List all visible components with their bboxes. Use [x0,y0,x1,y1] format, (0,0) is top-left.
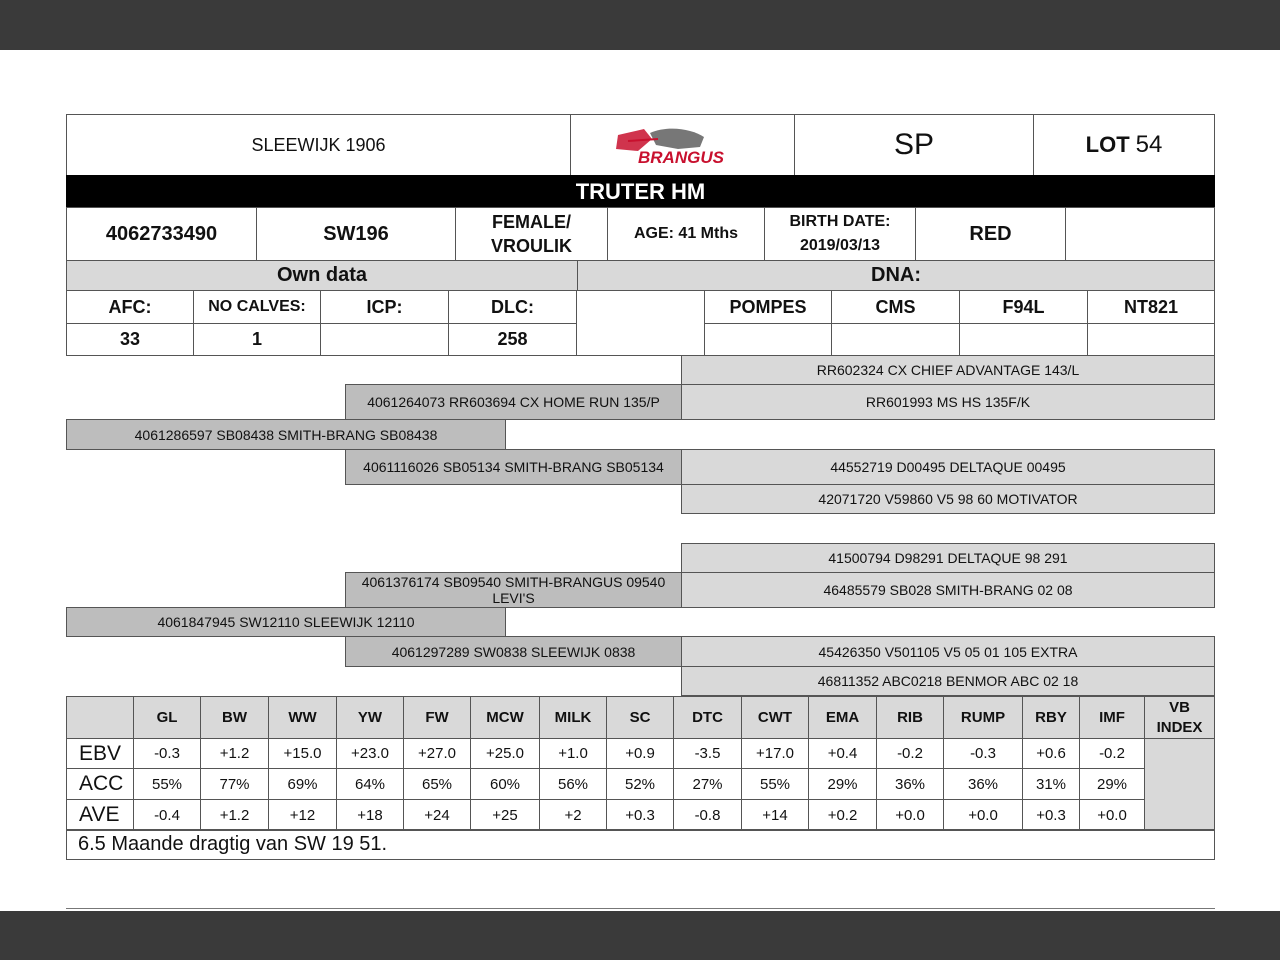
empty-cell [1065,207,1215,261]
ebv-row-label [66,768,134,800]
animal-tag: SW196 [323,222,389,245]
ebv-value-text: +27.0 [418,745,456,762]
owner-band [66,175,1215,208]
lot-cell [1033,114,1215,176]
bottom-dark-band [0,911,1280,960]
ebv-header-text: WW [288,709,317,726]
ebv-row-label [66,799,134,831]
ebv-value-text: -0.3 [970,745,996,762]
ebv-value-text: 36% [967,775,999,793]
ebv-value [133,799,201,831]
no-calves-header: NO CALVES: [208,298,306,315]
ebv-value [539,799,607,831]
pedigree-name: 4061297289 SW0838 SLEEWIJK 0838 [391,643,636,660]
ebv-value-text: 36% [894,775,926,793]
vb-index-header-text: VB INDEX [1156,698,1203,736]
owner-name: TRUTER HM [575,178,706,204]
pedigree-name: RR601993 MS HS 135F/K [865,394,1031,410]
ebv-header [1079,696,1145,739]
ebv-value-text: -0.8 [694,806,721,824]
ebv-value [1079,799,1145,831]
pedigree-name: RR602324 CX CHIEF ADVANTAGE 143/L [816,362,1080,378]
birth-date: 2019/03/13 [799,237,881,254]
brand-logo-cell [570,114,795,176]
ebv-header [876,696,944,739]
farm-name: SLEEWIJK 1906 [251,134,386,155]
ebv-header-text: EMA [825,709,860,726]
ebv-value [133,768,201,800]
note-cell [66,829,1215,860]
tag-cell [256,207,456,261]
pedigree-name: 45426350 V501105 V5 05 01 105 EXTRA [818,643,1078,660]
ebv-value-text: -0.3 [154,745,180,762]
ebv-header-text: CWT [757,709,793,726]
ebv-header [673,696,742,739]
ebv-row-label-text: EBV [79,741,122,765]
ebv-value-text: +0.0 [1097,806,1127,824]
dna-header [704,290,832,324]
ebv-value [470,738,540,769]
grade-value: SP [893,128,935,161]
dna-value [1087,323,1215,356]
vb-index-header [1144,696,1215,739]
no-calves-value: 1 [251,329,262,349]
ebv-value [200,738,269,769]
brangus-logo [608,121,758,169]
ebv-row-label [66,738,134,769]
ebv-value [673,799,742,831]
ebv-value [741,738,809,769]
ebv-header-text: GL [156,709,178,726]
ebv-value [808,738,877,769]
ebv-value-text: 65% [421,775,453,793]
cms-header: CMS [875,296,916,317]
ebv-value-text: 64% [354,775,386,793]
ebv-value [268,799,337,831]
pedigree-dam-dam-dam [681,666,1215,696]
own-data-value [193,323,321,356]
pedigree-name: 46485579 SB028 SMITH-BRANG 02 08 [823,582,1073,598]
ebv-value [470,799,540,831]
ebv-value [268,738,337,769]
ebv-value-text: 55% [151,775,183,793]
dna-header [1087,290,1215,324]
own-data-title [66,260,578,291]
pedigree-name: 42071720 V59860 V5 98 60 MOTIVATOR [818,491,1078,507]
ebv-value-text: +0.4 [827,745,858,762]
age-cell [607,207,765,261]
ebv-value [336,799,404,831]
ebv-value-text: +0.0 [895,806,925,824]
ebv-value [943,799,1023,831]
pedigree-name: 4061116026 SB05134 SMITH-BRANG SB05134 [363,459,664,475]
icp-header: ICP: [366,296,403,317]
ebv-header [1022,696,1080,739]
ebv-header [606,696,674,739]
pedigree-name: 4061286597 SB08438 SMITH-BRANG SB08438 [134,426,438,443]
lot-label: LOT [1085,132,1130,157]
ebv-value-text: +12 [289,806,316,824]
pedigree-sire-dam-sire [681,449,1215,485]
birth-date-cell [764,207,916,261]
pedigree-sire [66,419,506,450]
ebv-value-text: +0.0 [968,806,998,824]
ebv-value-text: +0.3 [625,806,655,824]
ebv-value [133,738,201,769]
ebv-value [606,768,674,800]
ebv-value [403,738,471,769]
ebv-value-text: +25.0 [486,745,524,762]
ebv-value [741,768,809,800]
own-data-value [320,323,449,356]
own-data-header [66,290,194,324]
ebv-value [943,768,1023,800]
ebv-value [403,799,471,831]
animal-age: AGE: 41 Mths [633,225,738,242]
ebv-value-text: 52% [624,775,656,793]
ebv-header-text: RIB [897,709,923,726]
ebv-header-text: MILK [554,709,592,726]
pedigree-name: 46811352 ABC0218 BENMOR ABC 02 18 [817,673,1079,689]
ebv-value-text: 77% [219,775,250,793]
dlc-value: 258 [497,329,528,349]
pedigree-dam-sire-sire [681,543,1215,573]
pedigree-sire-dam-dam [681,484,1215,514]
ebv-value [808,799,877,831]
ebv-header [808,696,877,739]
ebv-value [539,768,607,800]
vb-index-value [1144,738,1215,831]
ebv-value-text: +25 [492,806,518,824]
ebv-value [1022,799,1080,831]
ebv-value-text: 29% [827,775,858,793]
ebv-value-text: -0.4 [154,806,180,824]
ebv-header [336,696,404,739]
ebv-value [268,768,337,800]
dna-header [959,290,1088,324]
logo-wordmark: BRANGUS [637,148,724,167]
footer-rule [66,908,1215,909]
ebv-value-text: -0.2 [1099,745,1125,762]
ebv-header [200,696,269,739]
pedigree-dam-sire-dam [681,572,1215,608]
pedigree-dam-dam [345,636,682,667]
ebv-value-text: +24 [424,806,450,824]
ebv-row-label-text: ACC [79,772,124,795]
pedigree-dam-sire [345,572,682,608]
ebv-header-text: RUMP [960,709,1006,726]
pedigree-dam-dam-sire [681,636,1215,667]
dna-value [831,323,960,356]
ebv-value-text: 55% [759,775,791,793]
ebv-corner [66,696,134,739]
pedigree-sire-sire-dam [681,384,1215,420]
dna-value [704,323,832,356]
dna-value [959,323,1088,356]
ebv-header-text: FW [425,709,449,726]
ebv-value-text: +18 [357,806,383,824]
ebv-value [876,738,944,769]
ebv-value-text: +0.3 [1036,806,1066,824]
pregnancy-note: 6.5 Maande dragtig van SW 19 51. [78,833,388,855]
ebv-header-text: RBY [1035,709,1067,726]
dlc-header: DLC: [491,296,534,317]
ebv-value-text: -3.5 [694,745,721,762]
ebv-value-text: 60% [489,775,521,793]
ebv-value [200,799,269,831]
dna-title-text: DNA: [871,264,921,286]
ebv-value-text: 56% [557,775,589,793]
afc-value: 33 [119,329,141,349]
pedigree-sire-sire-sire [681,355,1215,385]
pedigree-name: 44552719 D00495 DELTAQUE 00495 [830,459,1066,475]
own-data-title-text: Own data [276,264,367,286]
ebv-value [336,738,404,769]
own-data-header [448,290,577,324]
ebv-value [673,768,742,800]
pompes-header: POMPES [729,296,807,317]
pedigree-name: 4061376174 SB09540 SMITH-BRANGUS 09540 LEVI'S [361,574,666,606]
sex-cell [455,207,608,261]
ebv-value [673,738,742,769]
grade-cell [794,114,1034,176]
pedigree-name: 4061264073 RR603694 CX HOME RUN 135/P [367,394,660,410]
pedigree-sire-dam [345,449,682,485]
ebv-value-text: +0.9 [625,745,655,762]
ebv-header [539,696,607,739]
top-dark-band [0,0,1280,50]
ebv-value-text: +15.0 [283,745,322,762]
ebv-value-text: 69% [287,775,318,793]
own-data-header [320,290,449,324]
own-data-value [66,323,194,356]
f94l-header: F94L [1002,296,1045,317]
ebv-value [403,768,471,800]
birth-date-label: BIRTH DATE: [789,213,891,230]
ebv-header-text: BW [222,709,247,726]
pedigree-name: 4061847945 SW12110 SLEEWIJK 12110 [157,614,415,630]
ebv-header-text: YW [357,709,383,726]
ebv-value [876,799,944,831]
pedigree-sire-sire [345,384,682,420]
ebv-value-text: +0.2 [827,806,858,824]
ebv-value [1022,738,1080,769]
ebv-header [403,696,471,739]
ebv-value [200,768,269,800]
ebv-value [606,799,674,831]
afc-header: AFC: [108,296,152,317]
ebv-header [133,696,201,739]
reg-number: 4062733490 [105,222,218,245]
ebv-value-text: +1.0 [558,745,588,762]
ebv-header [741,696,809,739]
ebv-value [336,768,404,800]
ebv-value-text: 29% [1096,775,1128,793]
ebv-value-text: +17.0 [756,745,794,762]
pedigree-dam [66,607,506,637]
ebv-row-label-text: AVE [79,803,120,826]
dna-header [831,290,960,324]
ebv-value-text: -0.2 [897,745,923,762]
ebv-header-text: DTC [692,709,723,726]
animal-sex: FEMALE/ VROULIK [491,212,572,256]
ebv-value [741,799,809,831]
ebv-value-text: +23.0 [351,745,389,762]
dna-title [577,260,1215,291]
ebv-header [268,696,337,739]
ebv-header-text: SC [629,709,651,726]
ebv-value-text: 31% [1035,775,1067,793]
ebv-value [606,738,674,769]
own-data-header [193,290,321,324]
dna-blank [576,290,705,356]
ebv-value-text: 27% [692,775,723,793]
farm-name-cell [66,114,571,176]
ebv-value [1079,738,1145,769]
ebv-header-text: IMF [1099,709,1125,726]
reg-number-cell [66,207,257,261]
ebv-value [1022,768,1080,800]
ebv-value [1079,768,1145,800]
ebv-header [470,696,540,739]
lot-number: 54 [1135,131,1163,158]
ebv-value-text: +1.2 [219,806,250,824]
ebv-value-text: +0.6 [1036,745,1066,762]
ebv-value [539,738,607,769]
color-cell [915,207,1066,261]
ebv-value-text: +2 [564,806,582,824]
ebv-header [943,696,1023,739]
animal-color: RED [969,222,1012,245]
nt821-header: NT821 [1123,296,1179,317]
ebv-value-text: +1.2 [219,745,250,762]
ebv-value [808,768,877,800]
ebv-value [943,738,1023,769]
ebv-value [470,768,540,800]
pedigree-name: 41500794 D98291 DELTAQUE 98 291 [828,550,1068,566]
own-data-value [448,323,577,356]
ebv-value [876,768,944,800]
ebv-header-text: MCW [486,709,524,726]
ebv-value-text: +14 [762,806,788,824]
